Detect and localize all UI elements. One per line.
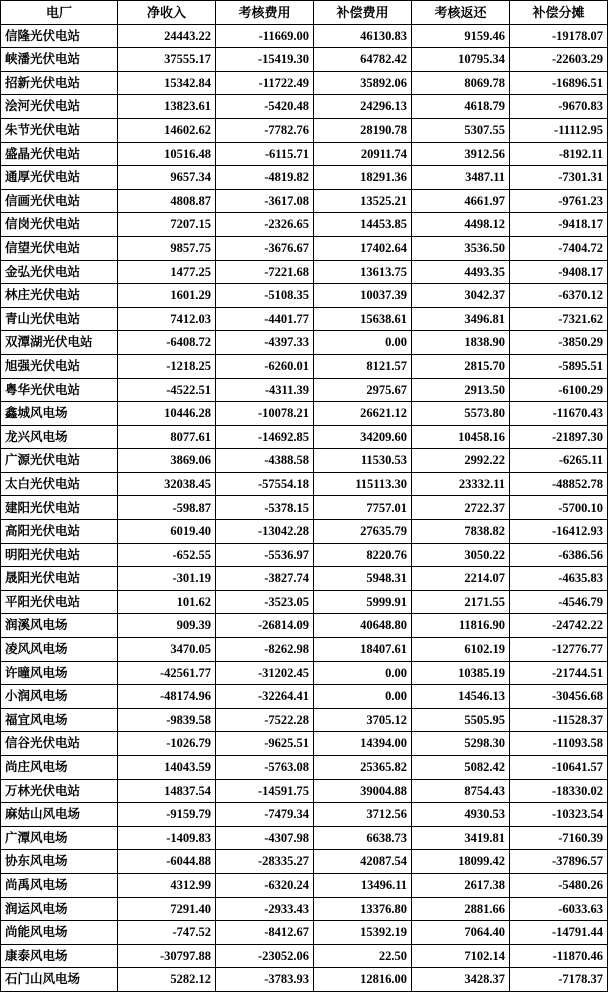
cell-value: -6260.01 [216,354,314,378]
cell-value: 10458.16 [412,425,510,449]
cell-value: -5763.08 [216,756,314,780]
cell-value: -2933.43 [216,897,314,921]
column-header-compensation-fee: 补偿费用 [314,1,412,25]
table-row [1,638,608,662]
cell-value: 13613.75 [314,260,412,284]
cell-value: -9625.51 [216,732,314,756]
cell-plant-name: 明阳光伏电站 [1,543,118,567]
table-row [1,118,608,142]
cell-value: -6033.63 [510,897,608,921]
cell-value: -11528.37 [510,708,608,732]
cell-value: 10385.19 [412,661,510,685]
cell-value: 7102.14 [412,944,510,968]
table-row [1,732,608,756]
cell-value: -9408.17 [510,260,608,284]
cell-value: -19178.07 [510,24,608,48]
cell-value: -31202.45 [216,661,314,685]
table-row [1,142,608,166]
table-row [1,826,608,850]
cell-value: 39004.88 [314,779,412,803]
cell-value: -48174.96 [118,685,216,709]
cell-value: -30456.68 [510,685,608,709]
cell-value: -9761.23 [510,189,608,213]
cell-value: -7160.39 [510,826,608,850]
cell-value: -652.55 [118,543,216,567]
cell-value: 0.00 [314,661,412,685]
table-row [1,897,608,921]
cell-value: -1409.83 [118,826,216,850]
cell-value: -28335.27 [216,850,314,874]
cell-value: 24443.22 [118,24,216,48]
cell-value: 42087.54 [314,850,412,874]
cell-value: -6320.24 [216,873,314,897]
cell-value: 5082.42 [412,756,510,780]
cell-value: 5298.30 [412,732,510,756]
cell-value: -11870.46 [510,944,608,968]
cell-value: -5420.48 [216,95,314,119]
cell-value: 3419.81 [412,826,510,850]
table-row [1,284,608,308]
cell-value: 18099.42 [412,850,510,874]
cell-value: -4635.83 [510,567,608,591]
cell-value: -1026.79 [118,732,216,756]
column-header-plant: 电厂 [1,1,118,25]
cell-value: 3470.05 [118,638,216,662]
cell-value: -7321.62 [510,307,608,331]
cell-plant-name: 小润风电场 [1,685,118,709]
cell-value: 5948.31 [314,567,412,591]
cell-value: -30797.88 [118,944,216,968]
cell-value: 11530.53 [314,449,412,473]
cell-value: -14692.85 [216,425,314,449]
cell-value: 15392.19 [314,921,412,945]
cell-value: 46130.83 [314,24,412,48]
cell-value: -3676.67 [216,236,314,260]
table-header-row [1,1,608,25]
cell-value: -9159.79 [118,803,216,827]
cell-value: 6102.19 [412,638,510,662]
cell-plant-name: 鑫城风电场 [1,402,118,426]
cell-value: -6370.12 [510,284,608,308]
cell-value: 10446.28 [118,402,216,426]
table-row [1,48,608,72]
cell-plant-name: 晟阳光伏电站 [1,567,118,591]
cell-value: -7522.28 [216,708,314,732]
cell-value: 0.00 [314,685,412,709]
cell-value: -6115.71 [216,142,314,166]
cell-value: -32264.41 [216,685,314,709]
cell-value: -10641.57 [510,756,608,780]
cell-value: 10516.48 [118,142,216,166]
table-row [1,425,608,449]
cell-value: -11093.58 [510,732,608,756]
cell-value: 1838.90 [412,331,510,355]
cell-value: -23052.06 [216,944,314,968]
cell-plant-name: 广潭风电场 [1,826,118,850]
cell-value: 2171.55 [412,590,510,614]
cell-value: -4311.39 [216,378,314,402]
cell-value: 2992.22 [412,449,510,473]
cell-value: -6408.72 [118,331,216,355]
cell-value: -598.87 [118,496,216,520]
table-row [1,685,608,709]
cell-value: -42561.77 [118,661,216,685]
table-row [1,567,608,591]
cell-plant-name: 康泰风电场 [1,944,118,968]
cell-plant-name: 浍河光伏电站 [1,95,118,119]
cell-value: 5282.12 [118,968,216,992]
cell-value: -4388.58 [216,449,314,473]
table-row [1,520,608,544]
cell-value: -11112.95 [510,118,608,142]
cell-value: -7479.34 [216,803,314,827]
cell-plant-name: 朱节光伏电站 [1,118,118,142]
cell-value: -11670.43 [510,402,608,426]
cell-value: -5378.15 [216,496,314,520]
cell-value: 3428.37 [412,968,510,992]
cell-value: 32038.45 [118,472,216,496]
cell-value: -4819.82 [216,166,314,190]
table-row [1,708,608,732]
cell-value: -5895.51 [510,354,608,378]
cell-value: 18291.36 [314,166,412,190]
cell-value: -13042.28 [216,520,314,544]
cell-value: -7782.76 [216,118,314,142]
cell-value: -10078.21 [216,402,314,426]
cell-value: 3050.22 [412,543,510,567]
cell-value: 1477.25 [118,260,216,284]
table-row [1,95,608,119]
cell-value: 4661.97 [412,189,510,213]
table-row [1,614,608,638]
cell-value: 6638.73 [314,826,412,850]
cell-value: 3496.81 [412,307,510,331]
cell-value: 7291.40 [118,897,216,921]
cell-value: 14546.13 [412,685,510,709]
cell-value: -9418.17 [510,213,608,237]
table-row [1,189,608,213]
cell-plant-name: 青山光伏电站 [1,307,118,331]
table-row [1,166,608,190]
cell-value: -14791.44 [510,921,608,945]
cell-value: -5700.10 [510,496,608,520]
column-header-net-income: 净收入 [118,1,216,25]
table-row [1,213,608,237]
cell-value: -7221.68 [216,260,314,284]
cell-value: -6100.29 [510,378,608,402]
cell-plant-name: 凌风风电场 [1,638,118,662]
cell-plant-name: 信画光伏电站 [1,189,118,213]
table-row [1,24,608,48]
table-row [1,921,608,945]
table-row [1,378,608,402]
table-row [1,236,608,260]
cell-value: -6044.88 [118,850,216,874]
cell-value: 0.00 [314,331,412,355]
cell-value: -4401.77 [216,307,314,331]
cell-value: 5573.80 [412,402,510,426]
cell-value: -15419.30 [216,48,314,72]
cell-value: 26621.12 [314,402,412,426]
table-row [1,543,608,567]
cell-value: 8754.43 [412,779,510,803]
table-row [1,496,608,520]
table-row [1,873,608,897]
cell-value: 3912.56 [412,142,510,166]
table-row [1,331,608,355]
cell-value: 27635.79 [314,520,412,544]
cell-value: -24742.22 [510,614,608,638]
table-row [1,260,608,284]
cell-value: 3705.12 [314,708,412,732]
cell-value: 14043.59 [118,756,216,780]
cell-value: 25365.82 [314,756,412,780]
cell-plant-name: 润溪风电场 [1,614,118,638]
cell-value: -3783.93 [216,968,314,992]
cell-plant-name: 双潭湖光伏电站 [1,331,118,355]
cell-value: -2326.65 [216,213,314,237]
table-body [1,24,608,991]
cell-value: -7301.31 [510,166,608,190]
cell-value: 14602.62 [118,118,216,142]
cell-plant-name: 万林光伏电站 [1,779,118,803]
cell-value: 4808.87 [118,189,216,213]
cell-value: 35892.06 [314,71,412,95]
cell-value: 14394.00 [314,732,412,756]
cell-value: 10037.39 [314,284,412,308]
cell-value: 4493.35 [412,260,510,284]
cell-value: -4522.51 [118,378,216,402]
cell-value: 11816.90 [412,614,510,638]
cell-value: 2617.38 [412,873,510,897]
cell-value: 2913.50 [412,378,510,402]
cell-value: 7838.82 [412,520,510,544]
cell-plant-name: 润运风电场 [1,897,118,921]
cell-value: 4312.99 [118,873,216,897]
cell-value: -8412.67 [216,921,314,945]
cell-value: 22.50 [314,944,412,968]
cell-value: 3712.56 [314,803,412,827]
table-row [1,402,608,426]
cell-value: 9159.46 [412,24,510,48]
table-row [1,779,608,803]
cell-value: -3850.29 [510,331,608,355]
cell-value: 34209.60 [314,425,412,449]
cell-value: 10795.34 [412,48,510,72]
cell-plant-name: 协东风电场 [1,850,118,874]
cell-value: -7404.72 [510,236,608,260]
table-row [1,850,608,874]
cell-value: 3536.50 [412,236,510,260]
table-row [1,449,608,473]
cell-value: 13525.21 [314,189,412,213]
cell-value: 8069.78 [412,71,510,95]
cell-value: -5536.97 [216,543,314,567]
cell-value: -4397.33 [216,331,314,355]
cell-plant-name: 盛晶光伏电站 [1,142,118,166]
cell-value: 18407.61 [314,638,412,662]
cell-plant-name: 太白光伏电站 [1,472,118,496]
cell-value: 1601.29 [118,284,216,308]
cell-plant-name: 尚禹风电场 [1,873,118,897]
cell-plant-name: 龙兴风电场 [1,425,118,449]
cell-value: 4498.12 [412,213,510,237]
cell-value: -3523.05 [216,590,314,614]
cell-plant-name: 金弘光伏电站 [1,260,118,284]
cell-value: 15638.61 [314,307,412,331]
cell-value: 14453.85 [314,213,412,237]
cell-value: -747.52 [118,921,216,945]
cell-value: 4618.79 [412,95,510,119]
cell-value: -301.19 [118,567,216,591]
column-header-compensation-share: 补偿分摊 [510,1,608,25]
cell-value: -37896.57 [510,850,608,874]
cell-value: 2722.37 [412,496,510,520]
column-header-assessment-return: 考核返还 [412,1,510,25]
cell-value: 9657.34 [118,166,216,190]
cell-value: 64782.42 [314,48,412,72]
table-row [1,590,608,614]
cell-value: -4307.98 [216,826,314,850]
cell-plant-name: 高阳光伏电站 [1,520,118,544]
cell-plant-name: 尚能风电场 [1,921,118,945]
cell-value: 2815.70 [412,354,510,378]
cell-value: 40648.80 [314,614,412,638]
table-row [1,968,608,992]
cell-value: 5505.95 [412,708,510,732]
cell-value: 8077.61 [118,425,216,449]
cell-value: 3487.11 [412,166,510,190]
cell-value: 28190.78 [314,118,412,142]
cell-value: -10323.54 [510,803,608,827]
cell-value: 8220.76 [314,543,412,567]
cell-value: 7412.03 [118,307,216,331]
cell-value: 909.39 [118,614,216,638]
cell-value: 115113.30 [314,472,412,496]
cell-value: 3042.37 [412,284,510,308]
cell-value: -57554.18 [216,472,314,496]
cell-plant-name: 信隆光伏电站 [1,24,118,48]
cell-plant-name: 福宜风电场 [1,708,118,732]
table-row [1,307,608,331]
cell-value: -16412.93 [510,520,608,544]
cell-value: -3617.08 [216,189,314,213]
cell-value: -9670.83 [510,95,608,119]
cell-value: 9857.75 [118,236,216,260]
cell-value: 15342.84 [118,71,216,95]
cell-value: -1218.25 [118,354,216,378]
cell-plant-name: 信岗光伏电站 [1,213,118,237]
cell-plant-name: 石门山风电场 [1,968,118,992]
cell-plant-name: 峡潘光伏电站 [1,48,118,72]
cell-value: 12816.00 [314,968,412,992]
table-row [1,944,608,968]
table-row [1,803,608,827]
cell-value: -21897.30 [510,425,608,449]
cell-plant-name: 通厚光伏电站 [1,166,118,190]
cell-value: 7207.15 [118,213,216,237]
cell-value: 13823.61 [118,95,216,119]
cell-value: -8262.98 [216,638,314,662]
cell-value: 37555.17 [118,48,216,72]
table-row [1,354,608,378]
cell-value: -12776.77 [510,638,608,662]
cell-plant-name: 麻姑山风电场 [1,803,118,827]
cell-plant-name: 建阳光伏电站 [1,496,118,520]
cell-plant-name: 招新光伏电站 [1,71,118,95]
table-row [1,661,608,685]
table-row [1,472,608,496]
cell-value: -48852.78 [510,472,608,496]
cell-value: 14837.54 [118,779,216,803]
table-row [1,756,608,780]
cell-value: -4546.79 [510,590,608,614]
cell-value: -5480.26 [510,873,608,897]
column-header-assessment-fee: 考核费用 [216,1,314,25]
cell-plant-name: 平阳光伏电站 [1,590,118,614]
table-row [1,71,608,95]
cell-value: 6019.40 [118,520,216,544]
cell-plant-name: 广源光伏电站 [1,449,118,473]
cell-value: -3827.74 [216,567,314,591]
cell-value: 2214.07 [412,567,510,591]
cell-plant-name: 尚庄风电场 [1,756,118,780]
cell-value: -14591.75 [216,779,314,803]
cell-value: 13376.80 [314,897,412,921]
cell-value: -11722.49 [216,71,314,95]
cell-value: 7757.01 [314,496,412,520]
cell-plant-name: 信望光伏电站 [1,236,118,260]
cell-value: 20911.74 [314,142,412,166]
cell-value: 5307.55 [412,118,510,142]
cell-value: -26814.09 [216,614,314,638]
cell-value: 2881.66 [412,897,510,921]
cell-value: 5999.91 [314,590,412,614]
cell-plant-name: 旭强光伏电站 [1,354,118,378]
cell-value: 2975.67 [314,378,412,402]
cell-plant-name: 林庄光伏电站 [1,284,118,308]
cell-value: 24296.13 [314,95,412,119]
cell-value: 13496.11 [314,873,412,897]
cell-value: 3869.06 [118,449,216,473]
cell-value: -6386.56 [510,543,608,567]
cell-value: -22603.29 [510,48,608,72]
cell-value: 23332.11 [412,472,510,496]
cell-value: -11669.00 [216,24,314,48]
cell-value: -21744.51 [510,661,608,685]
cell-value: 7064.40 [412,921,510,945]
cell-value: 8121.57 [314,354,412,378]
cell-plant-name: 粤华光伏电站 [1,378,118,402]
cell-value: -18330.02 [510,779,608,803]
cell-value: -16896.51 [510,71,608,95]
cell-value: 101.62 [118,590,216,614]
cell-value: -5108.35 [216,284,314,308]
cell-value: -6265.11 [510,449,608,473]
cell-value: 17402.64 [314,236,412,260]
cell-value: -7178.37 [510,968,608,992]
cell-value: 4930.53 [412,803,510,827]
cell-value: -8192.11 [510,142,608,166]
cell-value: -9839.58 [118,708,216,732]
cell-plant-name: 信谷光伏电站 [1,732,118,756]
cell-plant-name: 许曈风电场 [1,661,118,685]
